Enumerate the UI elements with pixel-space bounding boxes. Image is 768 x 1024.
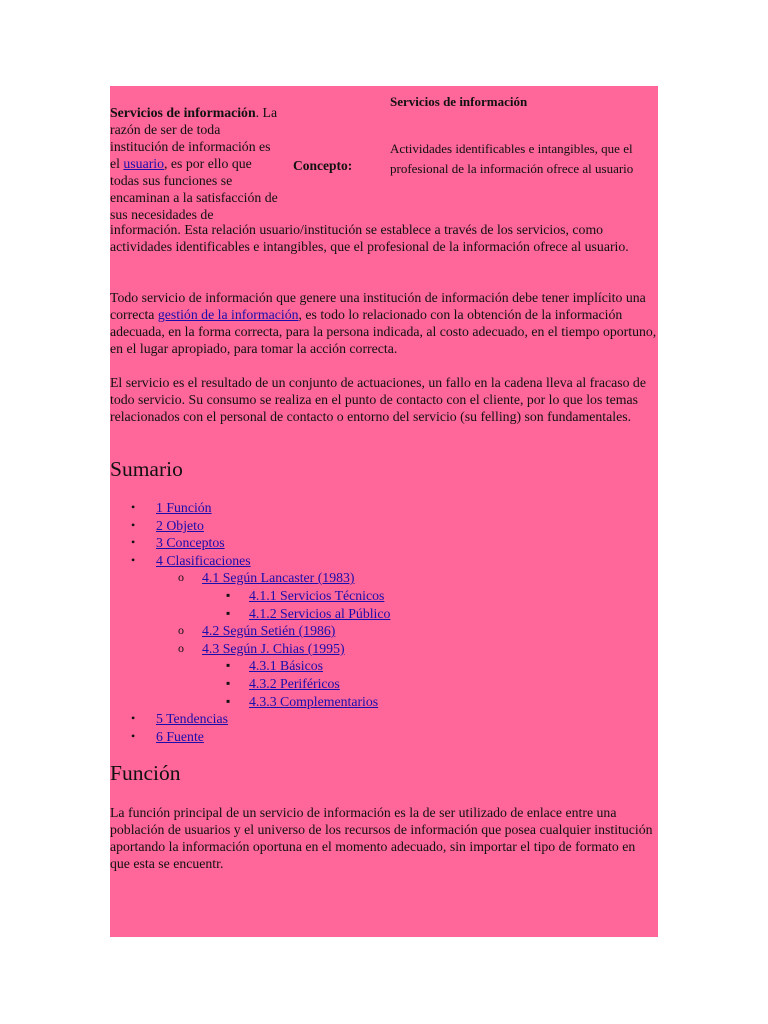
toc-bullet-icon: • xyxy=(131,711,136,725)
sumario-heading: Sumario xyxy=(110,457,183,481)
funcion-heading: Función xyxy=(110,761,181,785)
toc-bullet-icon: ▪ xyxy=(226,694,231,708)
toc-link-item[interactable]: 4.1.2 Servicios al Público xyxy=(249,606,391,621)
toc-link-item[interactable]: 4.3 Según J. Chias (1995) xyxy=(202,641,345,656)
paragraph-gestion xyxy=(110,289,658,357)
document-page xyxy=(110,86,658,937)
toc-link-item[interactable]: 4.3.3 Complementarios xyxy=(249,694,379,709)
toc-bullet-icon: ▪ xyxy=(226,606,231,620)
intro-lead-text-2: , es por ello que todas sus funciones se encaminan a la satisfacción de sus necesidades de xyxy=(110,156,278,222)
intro-heading: Servicios de información xyxy=(110,105,256,120)
table-label-concepto: Concepto: xyxy=(293,158,353,173)
para2-before: Todo servicio de información que genere una institución de información debe tener implícito una correcta xyxy=(110,290,646,322)
intro-paragraph-continuation: información. Esta relación usuario/institución se establece a través de los servicios, como actividades identificables e intangibles, que el profesional de la información ofrece al usuario. xyxy=(110,222,629,254)
intro-floating-text xyxy=(110,104,282,223)
paragraph-servicio: El servicio es el resultado de un conjunto de actuaciones, un fallo en la cadena lleva al fracaso de todo servicio. Su consumo se realiza en el punto de contacto con el cliente, por lo que los temas relacionados con el personal de contacto o entorno del servicio (su felling) son fundamentales. xyxy=(110,375,646,424)
toc-bullet-icon: • xyxy=(131,500,136,514)
toc-link-item[interactable]: 4 Clasificaciones xyxy=(156,553,251,568)
toc-link-item[interactable]: 4.1 Según Lancaster (1983) xyxy=(202,570,355,585)
toc-bullet-icon: ▪ xyxy=(226,658,231,672)
toc-bullet-icon: o xyxy=(178,623,184,637)
toc-link-item[interactable]: 6 Fuente xyxy=(156,729,204,744)
toc-bullet-icon: • xyxy=(131,729,136,743)
usuario-link[interactable]: usuario xyxy=(123,156,165,171)
toc-bullet-icon: • xyxy=(131,553,136,567)
paragraph-funcion: La función principal de un servicio de información es la de ser utilizado de enlace entre una población de usuarios y el universo de los recursos de información que posea cualquier institución aportando la información oportuna en el momento adecuado, sin importar el tipo de formato en que esta se encuentr. xyxy=(110,805,653,871)
toc-bullet-icon: o xyxy=(178,641,184,655)
toc-link-item[interactable]: 4.3.2 Periféricos xyxy=(249,676,340,691)
table-value-concepto: Actividades identificables e intangibles, que el profesional de la información ofrece al usuario xyxy=(390,141,634,176)
gestion-informacion-link[interactable]: gestión de la información xyxy=(157,307,299,322)
toc-bullet-icon: • xyxy=(131,518,136,532)
toc-link-item[interactable]: 5 Tendencias xyxy=(156,711,228,726)
toc-bullet-icon: o xyxy=(178,570,184,584)
toc-bullet-icon: • xyxy=(131,535,136,549)
toc-link-item[interactable]: 1 Función xyxy=(156,500,212,515)
table-title: Servicios de información xyxy=(390,94,528,109)
toc-link-item[interactable]: 4.3.1 Básicos xyxy=(249,658,323,673)
intro-lead-text: La razón de ser de toda institución de información es el xyxy=(110,105,278,171)
toc-bullet-icon: ▪ xyxy=(226,588,231,602)
toc-link-item[interactable]: 2 Objeto xyxy=(156,518,204,533)
toc-link-item[interactable]: 3 Conceptos xyxy=(156,535,225,550)
intro-heading-suffix: . xyxy=(255,105,260,120)
toc-bullet-icon: ▪ xyxy=(226,676,231,690)
toc-link-item[interactable]: 4.2 Según Setién (1986) xyxy=(202,623,336,638)
definition-table xyxy=(292,86,658,226)
para2-after: , es todo lo relacionado con la obtención de la información adecuada, en la forma correcta, para la persona indicada, al costo adecuado, en el tiempo oportuno, en el lugar apropiado, para tomar la acción correcta. xyxy=(110,307,657,356)
toc-link-item[interactable]: 4.1.1 Servicios Técnicos xyxy=(249,588,385,603)
